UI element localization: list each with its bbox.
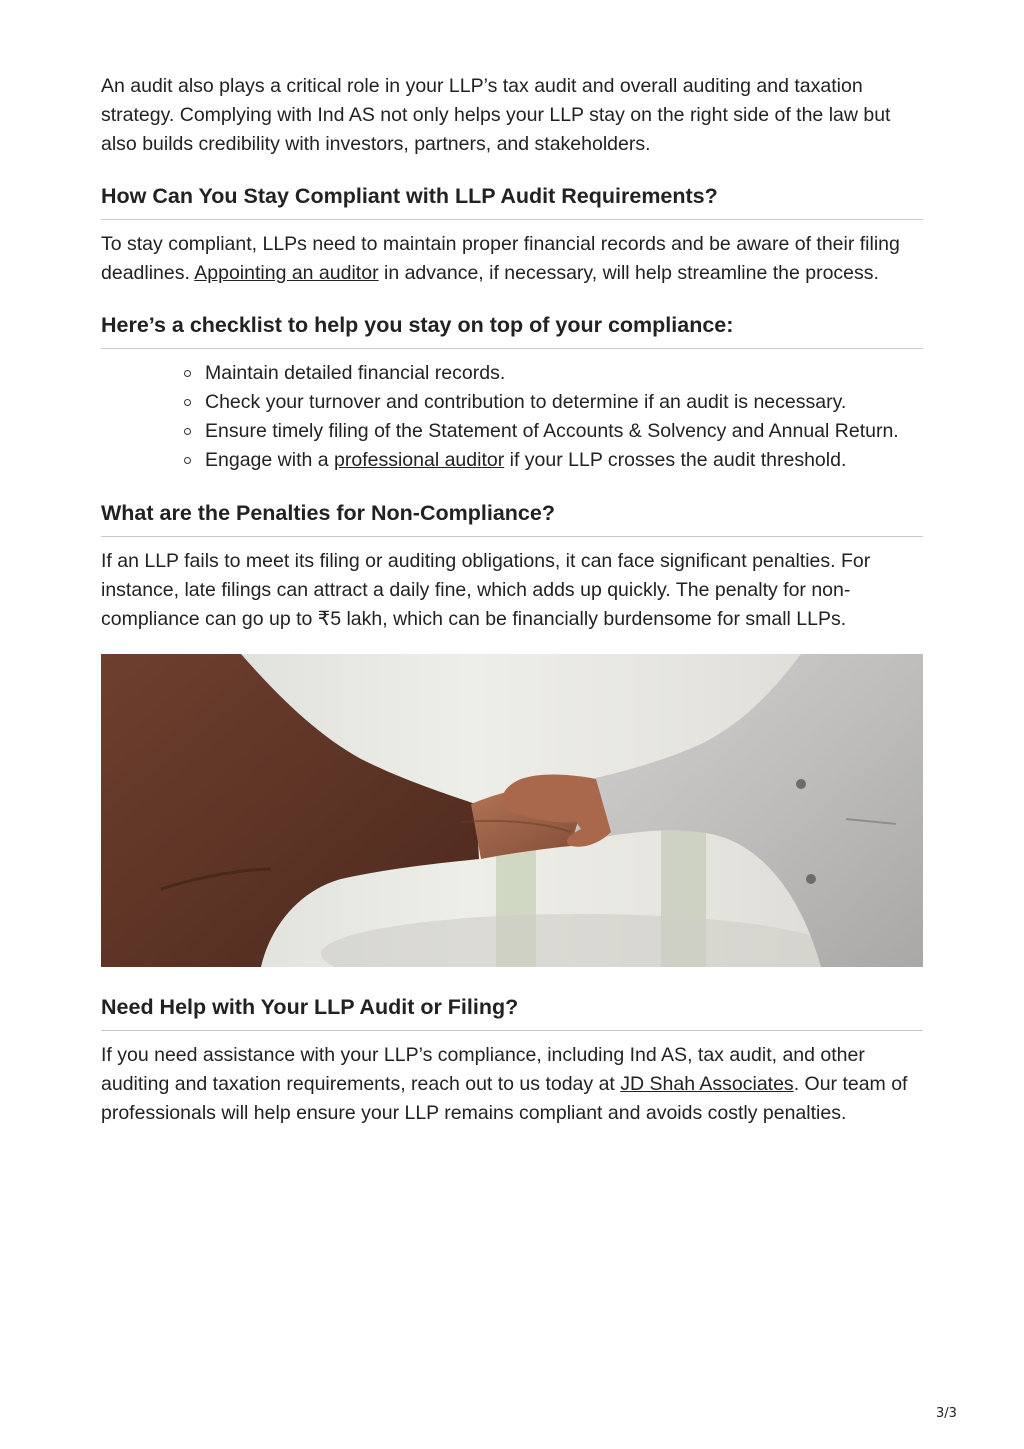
- appointing-auditor-link[interactable]: Appointing an auditor: [194, 262, 379, 284]
- list-item-text: Maintain detailed financial records.: [205, 362, 506, 384]
- penalties-paragraph: If an LLP fails to meet its filing or auditing obligations, it can face significant penalties. For instance, late filings can attract a daily fine, which adds up quickly. The penalty for non-compliance can go up to ₹5 lakh, which can be financially burdensome for small LLPs.: [101, 550, 871, 630]
- circle-bullet-icon: [184, 457, 191, 464]
- help-paragraph: [101, 1041, 923, 1128]
- list-item: [205, 446, 923, 475]
- compliance-text-before: To stay compliant, LLPs need to maintain proper financial records and be aware of their filing deadlines.: [101, 233, 900, 284]
- help-heading: Need Help with Your LLP Audit or Filing?: [101, 993, 923, 1031]
- professional-auditor-link[interactable]: professional auditor: [334, 449, 505, 471]
- document-page: [101, 70, 923, 1128]
- list-item-text: Ensure timely filing of the Statement of Accounts & Solvency and Annual Return.: [205, 420, 899, 442]
- list-item-text: Check your turnover and contribution to determine if an audit is necessary.: [205, 391, 847, 413]
- list-item-text-before: Engage with a: [205, 449, 335, 471]
- list-item: [205, 388, 923, 417]
- compliance-heading: How Can You Stay Compliant with LLP Audit Requirements?: [101, 182, 923, 220]
- compliance-text-after: in advance, if necessary, will help streamline the process.: [378, 262, 879, 284]
- checklist-heading: Here’s a checklist to help you stay on top of your compliance:: [101, 311, 923, 349]
- list-item: [205, 417, 923, 446]
- jd-shah-associates-link[interactable]: JD Shah Associates: [620, 1073, 794, 1095]
- intro-paragraph: An audit also plays a critical role in your LLP’s tax audit and overall auditing and taxation strategy. Complying with Ind AS not only helps your LLP stay on the right side of the law but also builds credibility with investors, partners, and stakeholders.: [101, 75, 891, 155]
- list-item: [205, 359, 923, 388]
- circle-bullet-icon: [184, 428, 191, 435]
- penalties-heading: What are the Penalties for Non-Compliance?: [101, 499, 923, 537]
- help-text-before: If you need assistance with your LLP’s compliance, including Ind AS, tax audit, and other auditing and taxation requirements, reach out to us today at: [101, 1044, 865, 1095]
- circle-bullet-icon: [184, 399, 191, 406]
- circle-bullet-icon: [184, 370, 191, 377]
- checklist: [101, 359, 923, 475]
- list-item-text-after: if your LLP crosses the audit threshold.: [504, 449, 847, 471]
- compliance-paragraph: [101, 230, 923, 288]
- page-number: 3/3: [936, 1406, 957, 1421]
- help-text-after: . Our team of professionals will help ensure your LLP remains compliant and avoids costly penalties.: [101, 1073, 908, 1124]
- handshake-photo: [101, 654, 923, 967]
- handshake-illustration: [101, 654, 923, 967]
